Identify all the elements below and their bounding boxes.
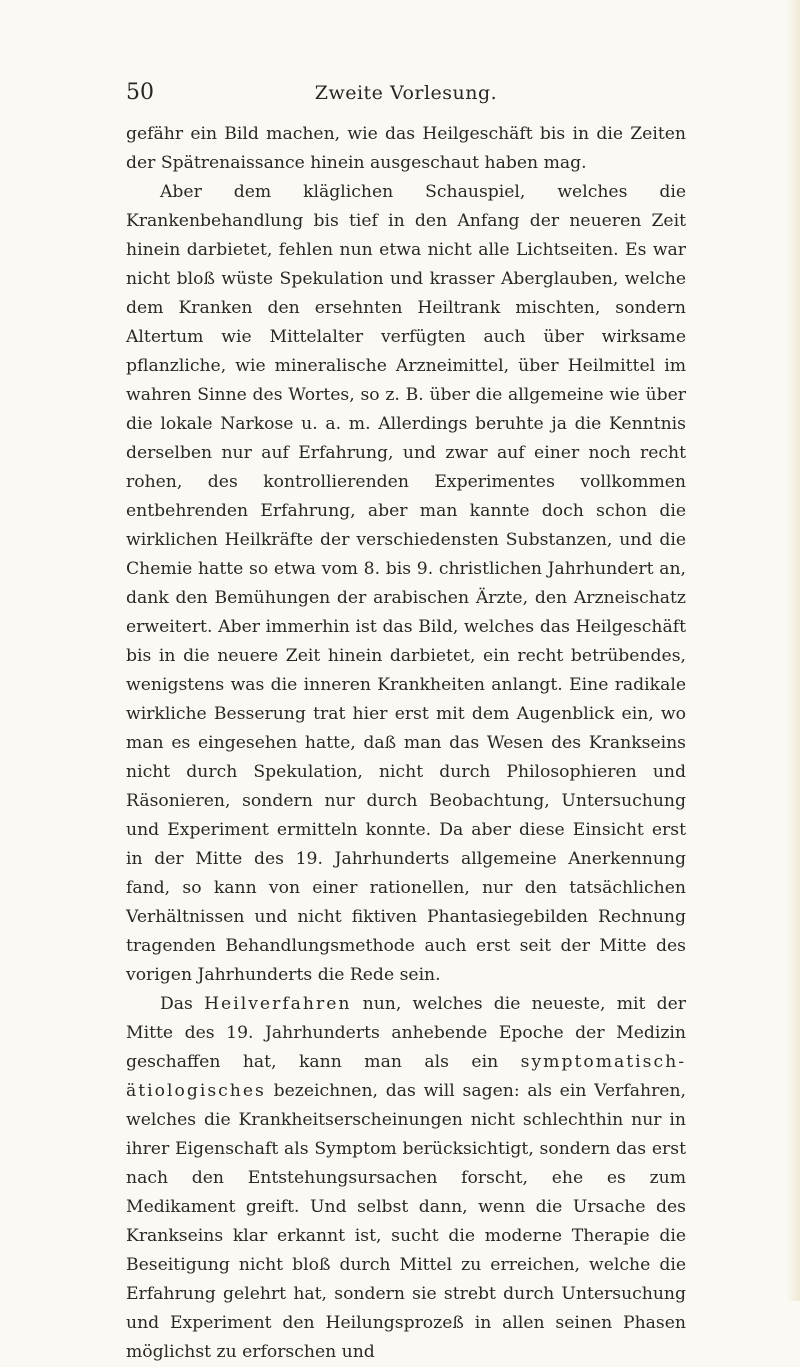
term-symptomatisch: symptomatisch-ätiologisches	[126, 1052, 686, 1101]
term-heilverfahren: Heilverfahren	[204, 994, 352, 1014]
running-head: Zweite Vorlesung.	[314, 82, 498, 104]
paragraph-3-tail: bezeichnen, das will sagen: als ein Verfahren, welches die Krankheitserscheinungen nicht schlechthin nur in ihrer Eigenschaft als Symptom berücksichtigt, sondern das erst nach den Entstehungsursachen forscht, ehe es zum Medikament greift. Und selbst dann, wenn die Ursache des Krankseins klar erkannt ist, sucht die moderne Therapie die Beseitigung nicht bloß durch Mittel zu erreichen, welche die Erfahrung gelehrt hat, sondern sie strebt durch Untersuchung und Experiment den Heilungsprozeß in allen seinen Phasen möglichst zu erforschen und	[126, 1081, 686, 1362]
page-edge-shadow	[786, 0, 800, 1301]
paragraph-1: gefähr ein Bild machen, wie das Heilgeschäft bis in die Zeiten der Spätrenaissance hinein ausgeschaut haben mag.	[126, 124, 686, 173]
page-header	[126, 80, 686, 110]
paragraph-3-text: nun, welches die neueste, mit der Mitte des 19. Jahrhunderts anhebende Epoche der Medizin geschaffen hat, kann man als ein	[126, 994, 686, 1072]
paragraph-3	[126, 990, 686, 1367]
page-number: 50	[126, 80, 154, 105]
paragraph-3-lead: Das	[160, 994, 193, 1014]
paragraph-2: Aber dem kläglichen Schauspiel, welches die Krankenbehandlung bis tief in den Anfang der neueren Zeit hinein darbietet, fehlen nun etwa nicht alle Lichtseiten. Es war nicht bloß wüste Spekulation und krasser Aberglauben, welche dem Kranken den ersehnten Heiltrank mischten, sondern Altertum wie Mittelalter verfügten auch über wirksame pflanzliche, wie mineralische Arzneimittel, über Heilmittel im wahren Sinne des Wortes, so z. B. über die allgemeine wie über die lokale Narkose u. a. m. Allerdings beruhte ja die Kenntnis derselben nur auf Erfahrung, und zwar auf einer noch recht rohen, des kontrollierenden Experimentes vollkommen entbehrenden Erfahrung, aber man kannte doch schon die wirklichen Heilkräfte der verschiedensten Substanzen, und die Chemie hatte so etwa vom 8. bis 9. christlichen Jahrhundert an, dank den Bemühungen der arabischen Ärzte, den Arzneischatz erweitert. Aber immerhin ist das Bild, welches das Heilgeschäft bis in die neuere Zeit hinein darbietet, ein recht betrübendes, wenigstens was die inneren Krankheiten anlangt. Eine radikale wirkliche Besserung trat hier erst mit dem Augenblick ein, wo man es eingesehen hatte, daß man das Wesen des Krankseins nicht durch Spekulation, nicht durch Philosophieren und Räsonieren, sondern nur durch Beobachtung, Untersuchung und Experiment ermitteln konnte. Da aber diese Einsicht erst in der Mitte des 19. Jahrhunderts allgemeine Anerkennung fand, so kann von einer rationellen, nur den tatsächlichen Verhältnissen und nicht fiktiven Phantasiegebilden Rechnung tragenden Behandlungsmethode auch erst seit der Mitte des vorigen Jahrhunderts die Rede sein.	[126, 182, 686, 985]
body-text	[126, 120, 686, 1367]
